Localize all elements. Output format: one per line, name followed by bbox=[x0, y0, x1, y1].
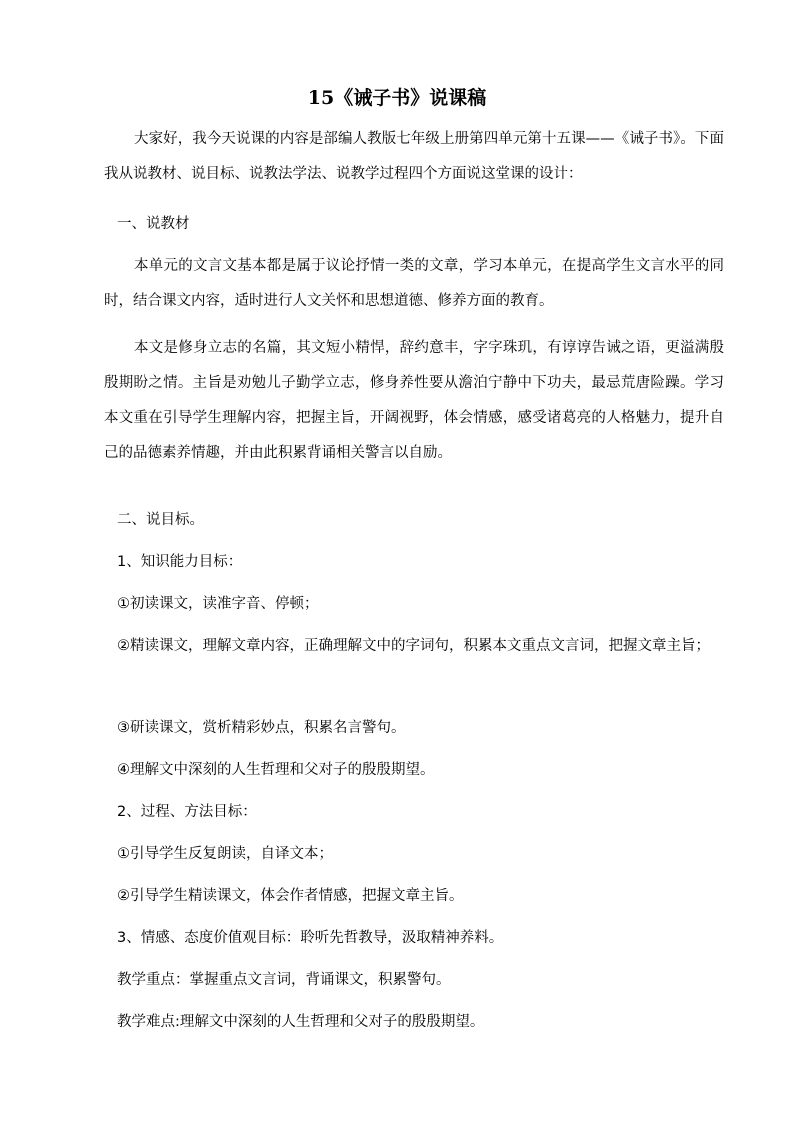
goal-3-line: 3、情感、态度价值观目标：聆听先哲教导，汲取精神养料。 bbox=[117, 930, 504, 946]
goal-2-item: ②引导学生精读课文，体会作者情感，把握文章主旨。 bbox=[117, 888, 464, 904]
section-heading-textbook: 一、说教材 bbox=[117, 216, 190, 232]
key-point-line: 教学重点：掌握重点文言词，背诵课文，积累警句。 bbox=[117, 972, 451, 988]
goal-1-item: ③研读课文，赏析精彩妙点，积累名言警句。 bbox=[117, 720, 406, 736]
goal-1-heading: 1、知识能力目标： bbox=[117, 554, 243, 570]
goal-2-heading: 2、过程、方法目标： bbox=[117, 804, 257, 820]
intro-paragraph: 大家好，我今天说课的内容是部编人教版七年级上册第四单元第十五课——《诫子书》。下面我从说教材、说目标、说教法学法、说教学过程四个方面说这堂课的设计： bbox=[104, 131, 724, 182]
textbook-paragraph-2: 本文是修身立志的名篇，其文短小精悍，辞约意丰，字字珠玑，有谆谆告诫之语，更溢满殷殷期盼之情。主旨是劝勉儿子勤学立志，修身养性要从澹泊宁静中下功夫，最忌荒唐险躁。学习本文重在引导学生理解内容，把握主旨，开阔视野，体会情感，感受诸葛亮的人格魅力，提升自己的品德素养情趣，并由此积累背诵相关警言以自励。 bbox=[104, 340, 724, 461]
goal-1-item: ①初读课文，读准字音、停顿； bbox=[117, 596, 319, 612]
textbook-paragraph-1: 本单元的文言文基本都是属于议论抒情一类的文章，学习本单元，在提高学生文言水平的同时，结合课文内容，适时进行人文关怀和思想道德、修养方面的教育。 bbox=[104, 258, 724, 309]
goal-2-item: ①引导学生反复朗读，自译文本； bbox=[117, 846, 333, 862]
difficult-point-line: 教学难点:理解文中深刻的人生哲理和父对子的殷殷期望。 bbox=[117, 1014, 485, 1030]
goal-1-item: ④理解文中深刻的人生哲理和父对子的殷殷期望。 bbox=[117, 762, 435, 778]
document-title: 15《诫子书》说课稿 bbox=[307, 87, 487, 109]
goal-1-item: ②精读课文，理解文章内容，正确理解文中的字词句，积累本文重点文言词，把握文章主旨； bbox=[117, 638, 710, 654]
section-heading-goals: 二、说目标。 bbox=[117, 512, 204, 528]
